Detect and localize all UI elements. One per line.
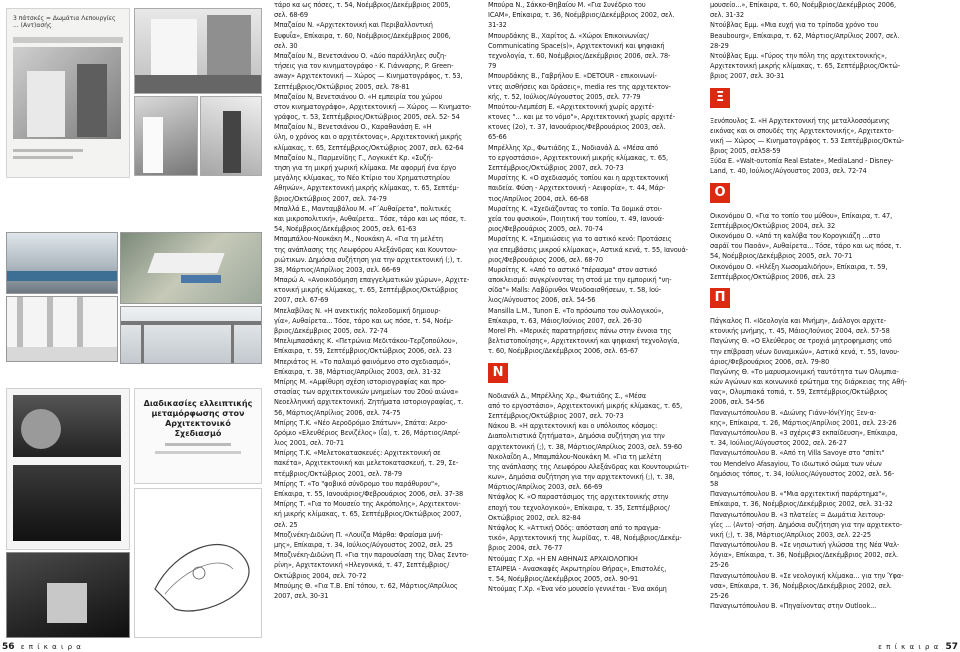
article-thumbnail-title: 3 πάτσκές = Δωμάτια Λεπουργίες ... (Αντ)ασής <box>13 15 116 29</box>
index-line: κή μικρής κλίμακας, τ. 65, Σεπτέμβριος/Οκτώβριος 2007, <box>274 510 462 519</box>
index-line: Αρχιτεκτονική μικρής κλίμακας, τ. 65, Σεπτέμβριος/Οκτώ- <box>710 62 901 71</box>
index-line: δρόμιο «Ελευθέριος Βενιζέλος» (ΐα), τ. 26, Μάρτιος/Απρί- <box>274 428 461 437</box>
index-line: Communicating Space(s)», Αρχιτεκτονική και ψηφιακή <box>488 41 665 50</box>
index-line: Μπίρης Τ. «Το "φοβικό σύνδρομο του παράθυρου"», <box>274 479 440 488</box>
index-line: Ντούμας Γ.Χρ. «Η ΕΝ ΑΘΗΝΑΙΣ ΑΡΧΑΙΟΛΟΓΙΚΗ <box>488 554 638 563</box>
index-line: Ξενόπουλος Σ. «Η Αρχιτεκτονική της μεταλλοσσόμενης <box>710 116 890 125</box>
rendering-interior-columns <box>6 296 118 362</box>
section-letter-badge: Ν <box>488 363 508 383</box>
photo-corridor <box>200 96 262 176</box>
index-line: της ανάπλασης της Λεωφόρου Αλεξάνδρας και Κουντου- <box>274 245 458 254</box>
index-line: τιος/Απρίλιος 2004, σελ. 66-68 <box>488 194 589 203</box>
index-line: Παγώνης Θ. «Το μαρυσμιονιμική ταυτότητα των Ολυμπια- <box>710 367 899 376</box>
index-line: γίες ... (Αντο) -σήση. Δημόσια συζήτηση για την αρχιτεκτο- <box>710 520 902 529</box>
index-line: νας», Ολυμπιακά τοπιά, τ. 59, Σεπτέμβριος/Οκτώβριος <box>710 388 888 397</box>
plan-drawing <box>134 488 262 638</box>
index-line: Μυρσίτης Κ. «Ο σχεδιασμός τοπίου και η αρχιτεκτονική <box>488 174 669 183</box>
index-line: στον κινηματογράφο», Αρχιτεκτονική — Χώρος — Κινηματο- <box>274 102 472 111</box>
index-line: στασίας των αρχιτεκτονικών μνημείων του 20ού αιώνα» <box>274 388 459 397</box>
section-letter <box>710 88 956 108</box>
photo-stairs-wall <box>134 8 262 94</box>
index-line: Μπούμης Θ. «Για Τ.Β. Επί τόπου, τ. 62, Μάρτιος/Απρίλιος <box>274 581 458 590</box>
index-line: του Mendelvo Afasayiou, Το ιδιωτικό σώμα των νέων <box>710 459 882 468</box>
index-line: και μικροπολιτική», Αυθαίρετα.. Τόσε, τάρο και ως πόσε, τ. <box>274 214 466 223</box>
index-line: 56, Μάρτιος/Απρίλιος 2006, σελ. 74-75 <box>274 408 401 417</box>
index-line: 54, Νοέμβριος/Δεκέμβριος 2005, σελ. 70-71 <box>710 252 853 261</box>
index-line: 65-66 <box>488 133 507 142</box>
index-line: Μυρσίτης Κ. «Από το αστικό "πέρασμα" στον αστικό <box>488 265 657 274</box>
index-line: ριος/Φεβρουάριος 2006, σελ. 68-70 <box>488 255 603 264</box>
rendering-pool-terrace <box>6 232 118 294</box>
article-thumbnail-top <box>6 8 130 178</box>
index-line: το εργοστάσιο», Αρχιτεκτονική μικρής κλίμακας, τ. 65, <box>488 153 669 162</box>
index-line: 31-32 <box>488 21 507 30</box>
index-line: λιος/Αύγουστος 2006, σελ. 54-56 <box>488 296 596 305</box>
index-line: 25-26 <box>710 592 729 600</box>
index-line: Σεπτέμβριος/Οκτώβριος 2007, σελ. 70-73 <box>488 411 624 420</box>
index-line: κης», Επίκαιρα, τ. 26, Μάρτιος/Απρίλιος 2001, σελ. 23-26 <box>710 418 897 427</box>
index-line: Μυρσίτης Κ. «Σχεδιάζοντας το τοπίο. Τα δομικά στοι- <box>488 204 663 213</box>
index-column-2 <box>488 0 700 594</box>
index-line: Μυρσίτης Κ. «Σημειώσεις για το αστικό κενό: Προτάσεις <box>488 235 672 244</box>
index-line: κών Αγώνων και κοινωνικό ερώτημα της διάρκειας της Αθή- <box>710 378 907 387</box>
index-line: σίδα"» Malls: Λαβύρινθοι Ψευδοαισθήσεων, τ. 58, Ιού- <box>488 286 661 295</box>
rendering-aerial-site <box>120 232 262 304</box>
index-line: Παναγιωτόπουλου Β. «3 σχέρις#3 εκπαίδευση», Επίκαιρα, <box>710 429 898 437</box>
index-line: βριος 2007, σελ. 30-31 <box>710 72 785 81</box>
index-line: Μπρέλλης Χρ., Φωτιάδης Σ., Νοδιανάλ Δ. «Μέσα από <box>488 143 659 152</box>
index-line: τικό», Αρχιτεκτονική της λωρίδας, τ. 48, Νοέμβριος/Δεκέμ- <box>488 534 682 543</box>
index-line: Οκτώβριος 2004, σελ. 70-72 <box>274 571 367 580</box>
index-line: κής, τ. 52, Ιούλιος/Αύγουστος 2005, σελ. 77-79 <box>488 92 641 101</box>
index-line: 2006, σελ. 54-56 <box>710 398 765 407</box>
index-line: εποχή του τεχνολογικού», Επίκαιρα, τ. 35, Σεπτέμβριος/ <box>488 503 670 512</box>
index-line: της ανάπλασης της Λεωφόρου Αλεξάνδρας και Κουντουριώτι- <box>488 462 689 471</box>
index-line: away» Αρχιτεκτονική — Χώρος — Κινηματογράφος, τ. 53, <box>274 72 463 81</box>
index-line: Μπουρδάκης Β., Χαρίτος Δ. «Χώροι Επικοινωνίας/ <box>488 31 649 40</box>
index-line: κων», Δημόσια συζήτηση για την αρχιτεκτονική (;), τ. 38, <box>488 473 675 482</box>
index-line: ΕΤΑΙΡΕΙΑ - Ανασκαφές Ακρωτηρίου Θήρας», Επιστολές, <box>488 564 667 573</box>
index-line: χεία του φυσικού», Ποιητική του τοπίου, τ. 49, Ιανουά- <box>488 214 665 223</box>
index-line: Παγώνης Θ. «Ο Ελεύθερος σε τροχιά μητροφημισης υπό <box>710 337 892 346</box>
index-line: πακέτα», Αρχιτεκτονική και μελετοκατασκευή, τ. 29, Σε- <box>274 459 459 468</box>
index-line: 58 <box>710 479 719 488</box>
index-line: Ντούβλας Εμμ. «Μια ευχή για το τρίποδα χρόνο του <box>710 21 879 30</box>
section-letter-badge: Ο <box>710 183 730 203</box>
index-line: βελτιστοποίησης», Αρχιτεκτονική και ψηφιακή τεχνολογία, <box>488 337 680 346</box>
index-line: Παναγιωτόπουλου Β. «Πηγαίνοντας στην Outlook... <box>710 602 877 611</box>
index-line: Οικονόμου Ο. «Για το τοπίο του μύθου», Επίκαιρα, τ. 47, <box>710 211 893 220</box>
index-line: βριος/Οκτώβριος 2007, σελ. 74-79 <box>274 194 387 203</box>
index-line: τάρο κα ως πόσες, τ. 54, Νοέμβριος/Δεκέμβριος 2005, <box>274 1 451 9</box>
index-line: γράφος, τ. 53, Σεπτέμβριος/Οκτώβριος 2005, σελ. 52- 54 <box>274 113 460 122</box>
index-line: Ντούμας Γ.Χρ. «Ένα νέο μουσείο γεννιέται - Ένα ακόμη <box>488 585 667 594</box>
magazine-name-left: ε π ί κ α ι ρ α <box>20 643 82 651</box>
index-line: Μπαζαίου Ν, Βενετσιάνου Ο. «Η εμπειρία του χώρου <box>274 92 443 101</box>
index-line: Παναγιωτόπουλου Β. «"Μια αρχιτεκτική παράρτημα"», <box>710 490 888 499</box>
index-line: Μπούτου-Λεμπέση Ε. «Αρχιτεκτονική χωρίς αρχιτέ- <box>488 102 655 111</box>
article-thumbnail-bottom <box>6 388 130 550</box>
section-letter-badge: Π <box>710 288 730 308</box>
index-line: Μπουρδάκης Β., Γαβρήλου Ε. «DETOUR - επικοινωνί- <box>488 72 657 81</box>
index-line: σελ. 31-32 <box>710 11 744 20</box>
index-line: κτονικής μνήμης, τ. 45, Μάιος/Ιούνιος 2004, σελ. 57-58 <box>710 327 890 336</box>
folio-right <box>878 642 958 652</box>
index-line: από το εργοστάσιο», Αρχιτεκτονική μικρής κλίμακας, τ. 65, <box>488 401 683 410</box>
index-line: Ξύδα Ε. «Walt-ουτοπία Real Estate», MediaLand - Disney- <box>710 157 894 166</box>
index-line: Πάγκαλος Π. «Ιδεολογία και Μνήμη», Διάλογοι αρχιτε- <box>710 316 886 325</box>
section-letter <box>488 363 700 383</box>
index-line: Mansilla L.M., Tunon E. «Το πρόσωπο του συλλογικού», <box>488 306 664 315</box>
index-line: 79 <box>488 62 497 71</box>
index-line: ριώτικων. Δημόσια συζήτηση για την αρχιτεκτονική (;), τ. <box>274 255 463 264</box>
index-line: Μποζινέκη-Διδώνη Π. «Λουίζα Μάρθα: Φραίσμα μνή- <box>274 530 443 539</box>
index-line: μης», Επίκαιρα, τ. 34, Ιούλιος/Αύγουστος 2002, σελ. 25 <box>274 540 453 549</box>
index-line: σαράϊ του Παοάν», Αυθαίρετα... Τόσε, τάρο και ως πόσε, τ. <box>710 242 902 251</box>
index-line: Μπαλλά Ε., Μανταμβάλου Μ. «Γ΄Αυθαίρετα", πολιτικές <box>274 204 452 213</box>
index-line: σελ. 30 <box>274 41 298 50</box>
index-line: Επίκαιρα, τ. 38, Μάρτιος/Απρίλιος 2003, σελ. 31-32 <box>274 367 441 376</box>
index-line: Ευφυΐα», Επίκαιρα, τ. 60, Νοέμβριος/Δεκέμβριος 2006, <box>274 31 451 40</box>
index-line: γία», Αυθαίρετα... Τόσε, τάρο και ως πόσε, τ. 54, Νοέμ- <box>274 316 454 325</box>
page-number-left: 56 <box>2 642 15 652</box>
index-line: Ντάφλος Κ. «Αττική Οδός: απόσταση από το πραγμα- <box>488 524 661 532</box>
index-line: κλίμακας, τ. 65, Σεπτέμβριος/Οκτώβριος 2007, σελ. 62-64 <box>274 143 464 152</box>
index-line: βριος/Δεκέμβριος 2005, σελ. 72-74 <box>274 327 388 335</box>
index-line: Μπίρης Τ.Κ. «Μελετοκατασκευές: Αρχιτεκτονική σε <box>274 449 441 458</box>
index-line: αποκλεισμό: συγκρίνοντας τη στοά με την εμπορική "νη- <box>488 276 672 285</box>
index-line: Οικονόμου Ο. «Ηλέξη Χωσομαλιδήου», Επίκαιρα, τ. 59, <box>710 262 888 271</box>
index-line: 2007, σελ. 30-31 <box>274 591 329 600</box>
folio-left <box>2 642 82 652</box>
index-line: Επίκαιρα, τ. 59, Σεπτέμβριος/Οκτώβριος 2006, σελ. 23 <box>274 347 452 356</box>
index-line: Μάρτιος/Απρίλιος 2003, σελ. 66-69 <box>488 483 603 492</box>
index-line: Ντούβλας Εμμ. «Γύρος την πόλη της αρχιτεκτονικής», <box>710 51 887 60</box>
index-line: Νάκου Β. «Η αρχιτεκτονική και ο υπόλοιπος κόσμος: <box>488 422 658 431</box>
section-letter <box>710 183 956 203</box>
index-line: νική — Χώρος — Κινηματογράφος τ. 53 Σεπτέμβριος/Οκτώ- <box>710 136 904 145</box>
index-line: 38, Μάρτιος/Απρίλιος 2003, σελ. 66-69 <box>274 265 401 274</box>
index-line: άριος/Φεβρουάριος 2006, σελ. 79-80 <box>710 357 830 366</box>
index-line: Μπαζαίου Ν. «Αρχιτεκτονική και Περιβαλλοντική <box>274 21 433 30</box>
index-line: Μπεριάτος Η. «Το παλαιμό φαινόμενο στο σχεδιασμό», <box>274 357 451 366</box>
article-title-panel <box>134 388 262 484</box>
index-line: νική (;), τ. 38, Μάρτιος/Απρίλιος 2003, σελ. 22-25 <box>710 530 871 539</box>
index-column-3 <box>710 0 956 611</box>
index-line: Μπαζαίου Ν., Βενετσιάνου Ο., Καραθανάση Ε. «Η <box>274 123 432 132</box>
index-line: 54, Νοέμβριος/Δεκέμβριος 2005, σελ. 61-63 <box>274 225 417 234</box>
index-line: παιδεία. Φύση - Αρχιτεκτονική - Αειφορία», τ. 44, Μάρ- <box>488 184 666 193</box>
article-bottom-title: Διαδικασίες ελλειπτικής μεταμόρφωσης στον Αρχιτεκτονικό Σχεδιασμό <box>143 399 253 438</box>
index-line: Beaubourg», Επίκαιρα, τ. 62, Μάρτιος/Απρίλιος 2007, σελ. <box>710 31 900 40</box>
index-line: κτονική μικρής κλίμακας, τ. 65, Σεπτέμβριος/Οκτώβριος <box>274 286 459 295</box>
section-letter-badge: Ξ <box>710 88 730 108</box>
index-line: Νικολαΐδη Α., Μπαμπάλου-Νουκάκη Μ. «Για τη μελέτη <box>488 452 662 461</box>
index-line: Οικονόμου Ο. «Από τη καλύβα του Κορογκιάζη ...στο <box>710 232 881 240</box>
index-line: βριος 2005, σελ58-59 <box>710 147 781 156</box>
index-line: Παναγιωτόπουλου Β. «Διώνης Γιάνν-Ιόν(Υ)ης Ξεν-α- <box>710 408 877 417</box>
photo-collage <box>0 0 266 652</box>
index-line: βριος 2004, σελ. 76-77 <box>488 544 563 553</box>
index-line: ντες αισθήσεις και δράσεις», media res της αρχιτεκτον- <box>488 82 671 91</box>
photo-dark-interior <box>6 552 130 638</box>
index-line: σελ. 68-69 <box>274 11 308 20</box>
index-line: Morel Ph. «Μερικές παρατηρήσεις πάνω στην έννοια της <box>488 327 672 335</box>
index-line: Μπαζαίου Ν., Παρμενίδης Γ., Λογκικέτ Κρ. «Συζή- <box>274 153 433 162</box>
index-line: σελ. 25 <box>274 520 298 529</box>
index-line: μεγάλης κλίμακας, το Νέο Κτίριο του Χρηματιστηρίου <box>274 174 450 183</box>
index-line: Νοδιανάλ Δ., Μπρέλλης Χρ., Φωτιάδης Σ., «Μέσα <box>488 391 646 400</box>
index-line: Μποζινέκη-Διδώνη Π. «Για την παρουσίαση της Όλας Σεντο- <box>274 551 469 560</box>
index-line: Παναγιωτόπουλου Β. «Από τη Villa Savoye στο "σπίτι" <box>710 449 885 458</box>
index-line: πτέμβριος/Οκτώβριος 2001, σελ. 78-79 <box>274 469 403 478</box>
index-line: Διαπολιτιστικά ζητήματα», Δημόσια συζήτηση για την <box>488 432 665 441</box>
index-line: μουσείο...», Επίκαιρα, τ. 60, Νοέμβριος/Δεκέμβριος 2006, <box>710 1 896 9</box>
index-line: την επίβραση νέων δυναμικών», Αστικά κενά, τ. 55, Ιανου- <box>710 347 900 356</box>
index-line: ύλη, ο χρόνος και ο αρχιτέκτονας», Αρχιτεκτονική μικρής <box>274 133 463 142</box>
index-line: Παναγιωτόπουλου Β. «Σε νησιωτική γλώσσα της Νέα Ψαλ- <box>710 541 900 550</box>
index-line: 28-29 <box>710 41 729 50</box>
index-line: 2007, σελ. 67-69 <box>274 296 329 305</box>
index-line: Επίκαιρα, τ. 36, Νοέμβριος/Δεκέμβριος 2002, σελ. 31-32 <box>710 500 893 509</box>
index-line: Νεοελληνική αρχιτεκτονική. Ζητήματα ιστοριογραφίας, τ. <box>274 398 464 407</box>
index-line: κτονες (2ο), τ. 37, Ιανουάριος/Φεβρουάριος 2003, σελ. <box>488 123 666 132</box>
plan-sketch-svg <box>135 489 261 637</box>
index-line: νσα», Επίκαιρα, τ. 36, Νοέμβριος/Δεκέμβριος 2002, σελ. <box>710 581 892 590</box>
index-line: Επίκαιρα, τ. 63, Μάιος/Ιούνιος 2007, σελ. 26-30 <box>488 316 642 325</box>
index-line: Μπίρης Τ.Κ. «Νέο Αεροδρόμιο Σπάτων», Σπάτα: Αερο- <box>274 418 448 427</box>
index-line: Παναγιωτόπουλου Β. «Σε νεολογική κλίμακα... για την Ύφα- <box>710 571 904 580</box>
index-line: Μπελιμπασάκης Κ. «Πετρώνια Μεδιτάκου-Τερζοπούλου», <box>274 337 458 346</box>
index-line: τήσεις για τον κινηματογράφο - Κ. Γιάνναρης, P. Green- <box>274 62 454 71</box>
index-line: Μπούρα Ν., Σάκκο-Θηβαίου Μ. «Για Συνέδριο του <box>488 1 646 9</box>
index-line: Ντάφλος Κ. «Ο παραστάσιμος της αρχιτεκτονικής στην <box>488 493 669 502</box>
index-line: Μπαμπάλου-Νουκάκη Μ., Νουκάκη Α. «Για τη μελέτη <box>274 235 443 244</box>
index-line: Επίκαιρα, τ. 55, Ιανουάριος/Φεβρουάριος 2006, σελ. 37-38 <box>274 490 464 498</box>
index-line: αρχιτεκτονική (;), τ. 38, Μάρτιος/Απρίλιος 2003, σελ. 59-60 <box>488 442 683 451</box>
index-line: Μπίρης Μ. «Αμφίθυρη σχέση ιστοριογραφίας και προ- <box>274 377 447 386</box>
index-line: λόγια», Επίκαιρα, τ. 36, Νοέμβριος/Δεκέμβριος 2002, σελ. <box>710 551 898 560</box>
index-line: δημόσιος τόπος, τ. 34, Ιούλιος/Αύγουστος 2002, σελ. 56- <box>710 469 895 478</box>
index-line: λιος 2001, σελ. 70-71 <box>274 439 345 448</box>
index-line: τηση για τη μικρή χωρική κλίμακα. Με αφορμή ένα έργο <box>274 164 457 172</box>
index-line: Σεπτέμβριος/Οκτώβριος 2007, σελ. 70-73 <box>488 164 624 172</box>
index-line: Παναγιωτόπουλου Β. «3 πλατείες = Δωμάτια λειτουρ- <box>710 510 886 519</box>
index-line: Μπαζαίου Ν., Βενετσιάνου Ο. «Δύο παράλληλες συζη- <box>274 51 447 60</box>
index-line: ICAM», Επίκαιρα, τ. 36, Νοέμβριος/Δεκέμβριος 2002, σελ. <box>488 11 675 20</box>
rendering-canopy <box>120 306 262 364</box>
index-line: τ. 54, Νοέμβριος/Δεκέμβριος 2005, σελ. 90-91 <box>488 574 639 583</box>
index-line: τεχνολογία, τ. 60, Νοέμβριος/Δεκέμβριος 2006, σελ. 78- <box>488 51 671 60</box>
index-column-1 <box>274 0 480 601</box>
photo-courtyard <box>134 96 198 176</box>
magazine-name-right: ε π ί κ α ι ρ α <box>878 643 940 651</box>
index-line: εικόνας και οι σπουδές της Αρχιτεκτονικής», Αρχιτεκτο- <box>710 126 894 135</box>
index-line: Μπίρης Τ. «Για το Μουσείο της Ακρόπολης», Αρχιτεκτονι- <box>274 500 461 509</box>
index-line: Σεπτέμβριος/Οκτώβριος 2005, σελ. 78-81 <box>274 82 410 91</box>
index-line: Αθηνών», Αρχιτεκτονική μικρής κλίμακας, τ. 65, Σεπτέμ- <box>274 184 459 193</box>
index-line: Μπελαβίλας Ν. «Η ανεκτικής πολεοδομική δημιουρ- <box>274 306 441 315</box>
index-line: 25-26 <box>710 561 729 570</box>
index-line: ρίνη», Αρχιτεκτονική «Ηλεγονικά, τ. 47, Σεπτέμβριος/ <box>274 561 450 570</box>
page-number-right: 57 <box>945 642 958 652</box>
index-line: τ. 34, Ιούλιος/Αύγουστος 2002, σελ. 26-27 <box>710 439 847 448</box>
index-line: κτονες "... και με το νόμο"», Αρχιτεκτονική χωρίς αρχιτέ- <box>488 113 675 122</box>
index-line: ριος/Φεβρουάριος 2005, σελ. 70-74 <box>488 225 603 234</box>
index-line: Οκτώβριος 2002, σελ. 82-84 <box>488 513 581 522</box>
index-line: Σεπτέμβριος/Οκτώβριος 2006, σελ. 23 <box>710 272 836 281</box>
index-line: Land, τ. 40, Ιούλιος/Αύγουστος 2003, σελ. 72-74 <box>710 167 867 176</box>
index-line: τ. 60, Νοέμβριος/Δεκέμβριος 2006, σελ. 65-67 <box>488 347 639 356</box>
index-line: για επεμβάσεις μικρού κλίμακας», Αστικά κενά, τ. 55, Ιανουά- <box>488 245 688 254</box>
index-line: Μπαρώ Α. «Ανοικοδόμηση επαγγελματικών χώρων», Αρχιτε- <box>274 276 470 285</box>
section-letter <box>710 288 956 308</box>
index-line: Σεπτέμβριος/Οκτώβριος 2004, σελ. 32 <box>710 221 836 230</box>
